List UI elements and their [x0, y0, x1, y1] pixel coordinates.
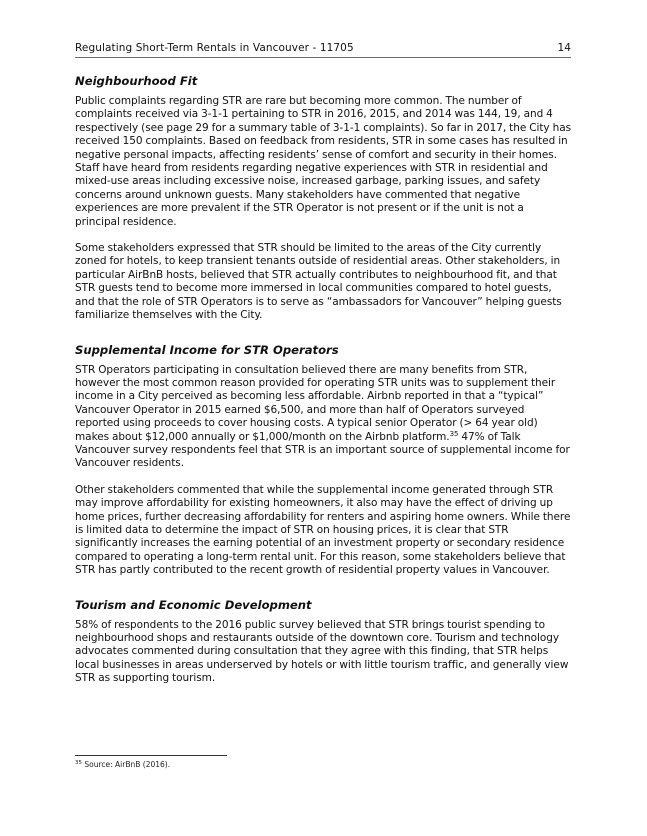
footnote-marker: 35	[75, 760, 82, 766]
footnote-divider	[75, 755, 227, 756]
paragraph: Public complaints regarding STR are rare but becoming more common. The number of complaints received via 3-1-1 pertaining to STR in 2016, 2015, and 2014 was 144, 19, and 4 respectively (see page 29 for a summary table of 3-1-1 complaints). So far in 2017, the City has received 150 complaints. Based on feedback from residents, STR in some cases has resulted in negative personal impacts, affecting residents’ sense of comfort and security in their homes. Staff have heard from residents regarding negative experiences with STR in residential and mixed-use areas including excessive noise, increased garbage, parking issues, and safety concerns around unknown guests. Many stakeholders have commented that negative experiences are more prevalent if the STR Operator is not present or if the unit is not a principal residence.	[75, 95, 571, 228]
paragraph-text: STR Operators participating in consultation believed there are many benefits from STR, however the most common reason provided for operating STR units was to supplement their income in a City perceived as becoming less affordable. Airbnb reported in that a “typical” Vancouver Operator in 2015 earned $6,500, and more than half of Operators surveyed reported using proceeds to cover housing costs. A typical senior Operator (> 64 year old) makes about $12,000 annually or $1,000/month on the Airbnb platform.	[75, 363, 556, 443]
paragraph: 58% of respondents to the 2016 public survey believed that STR brings tourist spending to neighbourhood shops and restaurants outside of the downtown core. Tourism and technology advocates commented during consultation that they agree with this finding, that STR helps local businesses in areas underserved by hotels or with little tourism traffic, and generally view STR as supporting tourism.	[75, 618, 569, 685]
footnote-text: Source: AirBnB (2016).	[82, 760, 171, 769]
section-heading-tourism: Tourism and Economic Development	[75, 597, 312, 612]
paragraph: Some stakeholders expressed that STR should be limited to the areas of the City currently zoned for hotels, to keep transient tenants outside of residential areas. Other stakeholders, in particular AirBnB hosts, believed that STR actually contributes to neighbourhood fit, and that STR guests tend to become more immersed in local communities compared to hotel guests, and that the role of STR Operators is to serve as “ambassadors for Vancouver” helping guests familiarize themselves with the City.	[75, 242, 562, 322]
paragraph-with-footnote	[75, 364, 571, 471]
page-body	[75, 73, 571, 686]
document-title: Regulating Short-Term Rentals in Vancouver - 11705	[75, 42, 354, 54]
section-heading-neighbourhood: Neighbourhood Fit	[75, 74, 198, 88]
paragraph: Other stakeholders commented that while the supplemental income generated through STR may improve affordability for existing homeowners, it also may have the effect of driving up home prices, further decreasing affordability for renters and aspiring home owners. While there is limited data to determine the impact of STR on housing prices, it is clear that STR significantly increases the earning potential of an investment property or secondary residence compared to operating a long-term rental unit. For this reason, some stakeholders believe that STR has partly contributed to the recent growth of residential property values in Vancouver.	[75, 483, 571, 577]
section-heading-income: Supplemental Income for STR Operators	[75, 342, 339, 357]
footnote	[75, 760, 170, 769]
footnote-reference[interactable]: 35	[449, 429, 459, 438]
page-header	[75, 42, 571, 58]
page-number: 14	[557, 42, 571, 54]
paragraph-text: 47% of Talk Vancouver survey respondents feel that STR is an important source of supplemental income for Vancouver residents.	[75, 430, 570, 470]
